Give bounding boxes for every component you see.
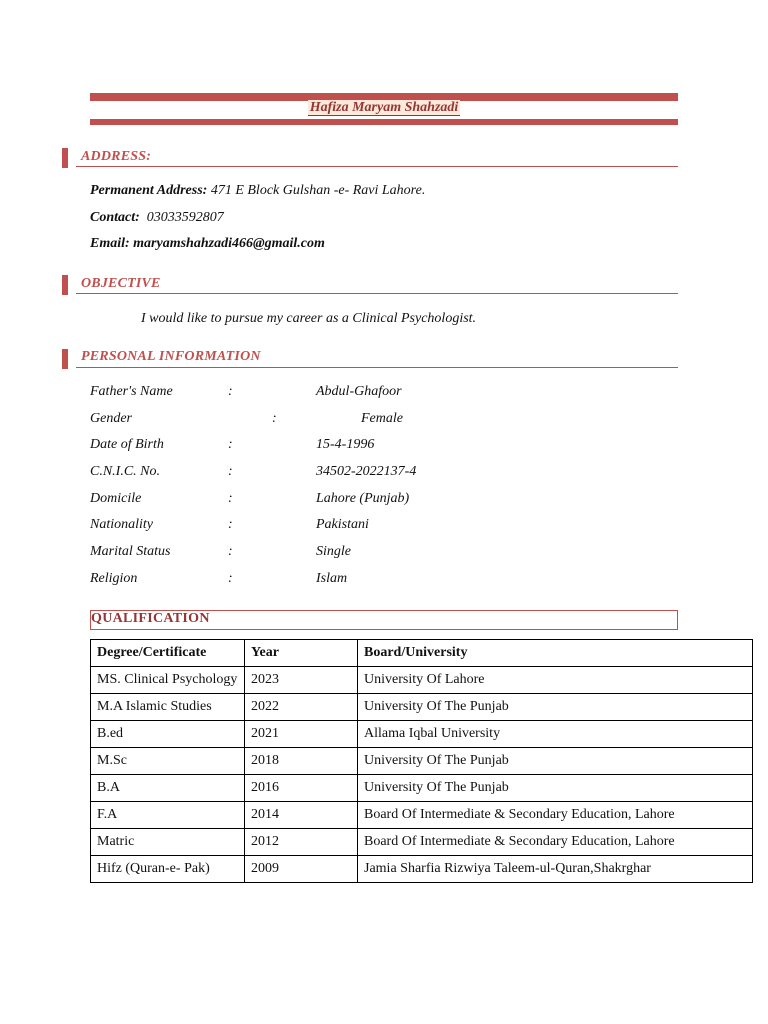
personal-row-value: 15-4-1996 (316, 437, 375, 452)
table-row (91, 775, 753, 802)
board-cell: University Of The Punjab (358, 694, 753, 721)
header-bottom-bar (90, 119, 678, 125)
objective-section-marker (62, 275, 68, 295)
contact-label: Contact: (90, 210, 140, 225)
degree-cell: F.A (91, 802, 245, 829)
personal-row-value: Lahore (Punjab) (316, 491, 410, 506)
permanent-address-line (90, 183, 425, 199)
personal-row-value: Islam (316, 571, 348, 586)
personal-row-separator: : (228, 571, 233, 586)
personal-row-label: Father's Name (90, 384, 173, 399)
email-label: Email: (90, 236, 130, 251)
objective-section-title: OBJECTIVE (81, 276, 161, 291)
personal-row-value: Female (361, 411, 403, 426)
board-cell: Board Of Intermediate & Secondary Education, Lahore (358, 802, 753, 829)
personal-row-separator: : (272, 411, 277, 426)
year-cell: 2012 (245, 829, 358, 856)
degree-cell: M.A Islamic Studies (91, 694, 245, 721)
column-header-degree: Degree/Certificate (91, 640, 245, 667)
personal-row-separator: : (228, 517, 233, 532)
personal-row-label: Date of Birth (90, 437, 164, 452)
degree-cell: B.ed (91, 721, 245, 748)
personal-row-label: Religion (90, 571, 138, 586)
board-cell: Jamia Sharfia Rizwiya Taleem-ul-Quran,Shakrghar (358, 856, 753, 883)
table-row (91, 802, 753, 829)
personal-section-rule (76, 367, 678, 368)
personal-row-label: Domicile (90, 491, 142, 506)
degree-cell: Hifz (Quran-e- Pak) (91, 856, 245, 883)
permanent-address-value: 471 E Block Gulshan -e- Ravi Lahore. (210, 183, 426, 198)
degree-cell: M.Sc (91, 748, 245, 775)
personal-row-separator: : (228, 384, 233, 399)
table-row (91, 721, 753, 748)
column-header-board: Board/University (358, 640, 753, 667)
personal-row-value: Pakistani (316, 517, 369, 532)
objective-section-rule (76, 293, 678, 294)
personal-section-marker (62, 349, 68, 369)
table-row (91, 694, 753, 721)
degree-cell: Matric (91, 829, 245, 856)
board-cell: University Of Lahore (358, 667, 753, 694)
personal-row-value: Abdul-Ghafoor (316, 384, 402, 399)
year-cell: 2016 (245, 775, 358, 802)
qualification-section-title: QUALIFICATION (91, 611, 210, 626)
personal-row-value: 34502-2022137-4 (316, 464, 417, 479)
year-cell: 2018 (245, 748, 358, 775)
degree-cell: MS. Clinical Psychology (91, 667, 245, 694)
candidate-name: Hafiza Maryam Shahzadi (309, 100, 459, 115)
email-line (90, 236, 325, 252)
degree-cell: B.A (91, 775, 245, 802)
contact-value: 03033592807 (146, 210, 224, 225)
table-row (91, 667, 753, 694)
table-header-row (91, 640, 753, 667)
address-section-marker (62, 148, 68, 168)
year-cell: 2021 (245, 721, 358, 748)
personal-row-label: Gender (90, 411, 132, 426)
table-row (91, 829, 753, 856)
year-cell: 2023 (245, 667, 358, 694)
personal-row-separator: : (228, 491, 233, 506)
personal-row-separator: : (228, 464, 233, 479)
column-header-year: Year (245, 640, 358, 667)
address-section-rule (76, 166, 678, 167)
qualification-table (90, 639, 753, 883)
permanent-address-label: Permanent Address: (90, 183, 208, 198)
table-row (91, 748, 753, 775)
personal-row-separator: : (228, 544, 233, 559)
year-cell: 2022 (245, 694, 358, 721)
board-cell: Board Of Intermediate & Secondary Education, Lahore (358, 829, 753, 856)
year-cell: 2014 (245, 802, 358, 829)
personal-row-label: C.N.I.C. No. (90, 464, 161, 479)
contact-line (90, 210, 224, 226)
board-cell: University Of The Punjab (358, 775, 753, 802)
table-row (91, 856, 753, 883)
year-cell: 2009 (245, 856, 358, 883)
personal-row-label: Nationality (90, 517, 153, 532)
board-cell: University Of The Punjab (358, 748, 753, 775)
board-cell: Allama Iqbal University (358, 721, 753, 748)
objective-text: I would like to pursue my career as a Clinical Psychologist. (141, 311, 477, 326)
personal-row-separator: : (228, 437, 233, 452)
personal-section-title: PERSONAL INFORMATION (81, 349, 261, 364)
personal-row-value: Single (316, 544, 351, 559)
address-section-title: ADDRESS: (81, 149, 152, 164)
email-value: maryamshahzadi466@gmail.com (133, 236, 325, 251)
personal-row-label: Marital Status (90, 544, 171, 559)
